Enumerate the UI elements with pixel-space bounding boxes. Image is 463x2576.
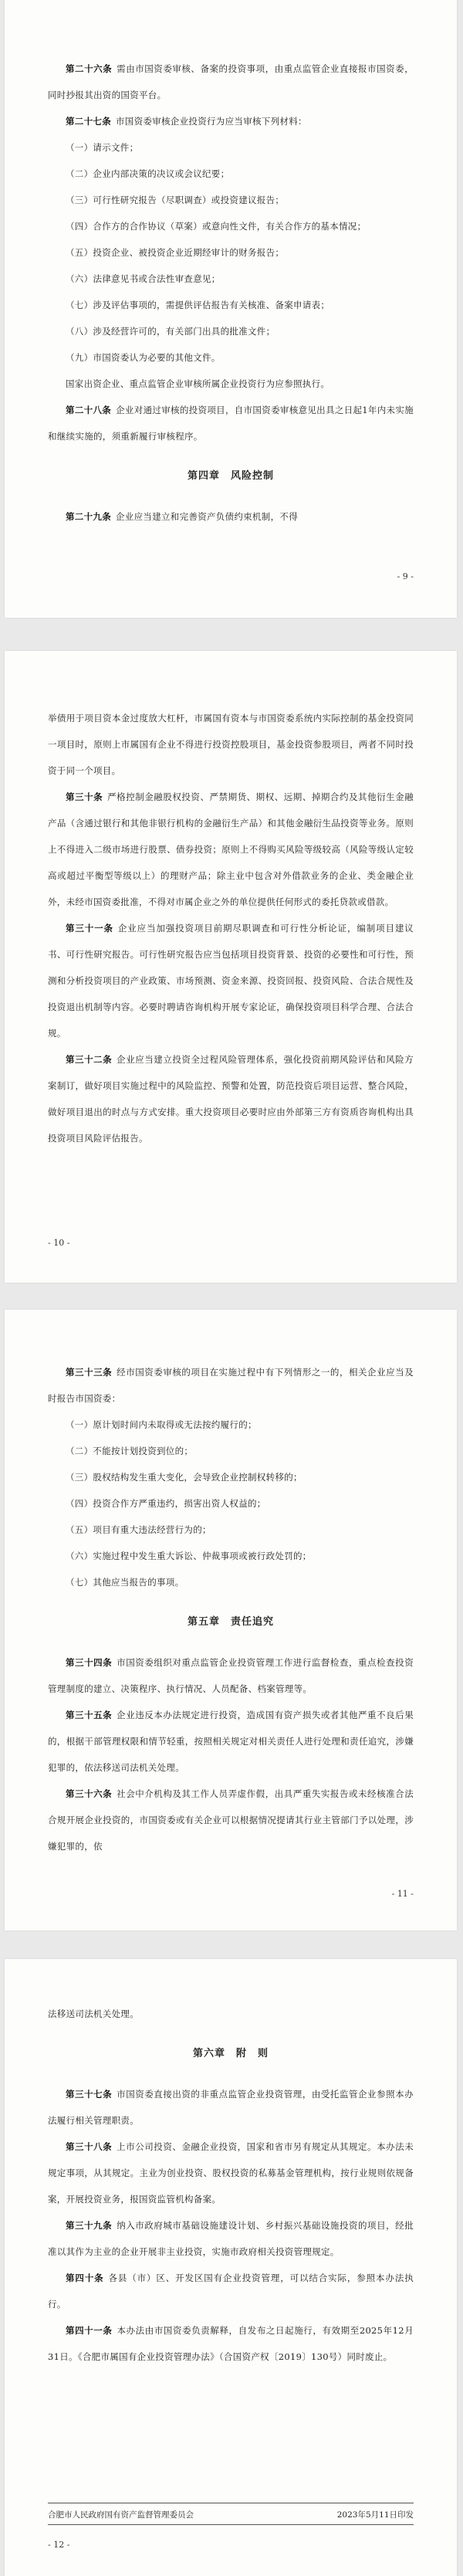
body-paragraph [48, 705, 414, 784]
list-item [48, 292, 414, 318]
article-number: 第三十七条 [66, 2089, 113, 2100]
article-paragraph [48, 56, 414, 108]
list-item [48, 318, 414, 344]
article-text: 各县（市）区、开发区国有企业投资管理，可以结合实际，参照本办法执行。 [48, 2273, 414, 2310]
paragraph-text: 举债用于项目资本金过度放大杠杆，市属国有资本与市国资委系统内实际控制的基金投资同一项目时，原则上市属国有企业不得进行投资控股项目，基金投资参股项目，两者不同时投资于同一个项目。 [48, 713, 414, 776]
article-number: 第二十九条 [66, 511, 111, 522]
article-text: 经市国资委审核的项目在实施过程中有下列情形之一的，相关企业应当及时报告市国资委： [48, 1367, 414, 1404]
article-number: 第四十一条 [66, 2325, 113, 2336]
article-number: 第三十九条 [66, 2220, 113, 2231]
article-text: 市国资委组织对重点监管企业投资管理工作进行监督检查，重点检查投资管理制度的建立、决策程序、执行情况、人员配备、档案管理等。 [48, 1657, 414, 1694]
article-paragraph [48, 2212, 414, 2265]
article-paragraph [48, 2081, 414, 2134]
list-item-text: （三）可行性研究报告（尽职调查）或投资建议报告； [66, 195, 285, 205]
document-page-9 [5, 0, 457, 618]
article-number: 第二十八条 [66, 405, 112, 415]
article-text: 市国资委审核企业投资行为应当审核下列材料： [116, 116, 307, 127]
article-text: 企业应当建立和完善资产负债约束机制，不得 [116, 511, 298, 522]
page-body [48, 0, 414, 530]
document-page-11 [5, 1310, 457, 1930]
document-page-10 [5, 651, 457, 1283]
document-page-12 [5, 1959, 457, 2576]
paragraph-text: 法移送司法机关处理。 [48, 2008, 139, 2019]
list-item [48, 187, 414, 213]
article-number: 第二十七条 [66, 116, 111, 127]
list-item-text: （一）请示文件； [66, 142, 139, 153]
list-item [48, 213, 414, 239]
article-number: 第三十二条 [66, 1054, 113, 1065]
footer-rule-bottom [48, 2524, 414, 2525]
list-item-text: （七）其他应当报告的事项。 [66, 1577, 184, 1588]
paragraph-text: 国家出资企业、重点监管企业审核所属企业投资行为应参照执行。 [66, 378, 330, 389]
article-paragraph [48, 1046, 414, 1151]
article-number: 第三十条 [66, 791, 103, 802]
article-text: 企业应当加强投资项目前期尽职调查和可行性分析论证，编制项目建议书、可行性研究报告。可行性研究报告应当包括项目投资背景、投资的必要性和可行性，预测和分析投资项目的产业政策、市场预测、资金来源、投资回报、投资风险、合法合规性及投资退出机制等内容。必要时聘请咨询机构开展专家论证，确保投资项目科学合理、合法合规。 [48, 923, 414, 1039]
article-number: 第三十六条 [66, 1788, 113, 1799]
article-number: 第二十六条 [66, 63, 113, 74]
page-number: - 11 - [391, 1889, 414, 1899]
imprint-footer [48, 2509, 414, 2520]
list-item-text: （一）原计划时间内未取得或无法按约履行的； [66, 1419, 257, 1430]
list-item [48, 344, 414, 371]
article-number: 第四十条 [66, 2273, 104, 2283]
article-text: 纳入市政府城市基础设施建设计划、乡村振兴基础设施投资的项目，经批准以其作为主业的企业开展非主业投资，实施市政府相关投资管理规定。 [48, 2220, 414, 2257]
article-paragraph [48, 108, 414, 134]
page-number: - 10 - [48, 1238, 70, 1248]
list-item [48, 134, 414, 161]
page-number: - 9 - [397, 571, 414, 581]
page-body [48, 1310, 414, 1859]
issuer-name: 合肥市人民政府国有资产监督管理委员会 [48, 2510, 194, 2520]
article-paragraph [48, 1649, 414, 1702]
list-item [48, 239, 414, 266]
list-item [48, 1412, 414, 1438]
list-item [48, 266, 414, 292]
article-paragraph [48, 2317, 414, 2370]
chapter-heading: 第四章 风险控制 [187, 470, 274, 482]
list-item-text: （三）股权结构发生重大变化，会导致企业控制权转移的； [66, 1472, 302, 1483]
article-text: 企业违反本办法规定进行投资，造成国有资产损失或者其他严重不良后果的，根据干部管理权限和情节轻重，按照相关规定对相关责任人进行处理和责任追究，涉嫌犯罪的，依法移送司法机关处理。 [48, 1710, 414, 1773]
list-item-text: （九）市国资委认为必要的其他文件。 [66, 352, 221, 363]
issue-date: 2023年5月11日印发 [336, 2510, 414, 2520]
list-item-text: （七）涉及评估事项的，需提供评估报告有关核准、备案申请表； [66, 300, 330, 310]
article-number: 第三十三条 [66, 1367, 113, 1378]
body-paragraph [48, 371, 414, 397]
article-paragraph [48, 397, 414, 449]
list-item [48, 1517, 414, 1543]
list-item [48, 161, 414, 187]
article-paragraph [48, 1702, 414, 1781]
list-item-text: （四）投资合作方严重违约，损害出资人权益的； [66, 1498, 266, 1509]
list-item-text: （六）法律意见书或合法性审查意见； [66, 273, 221, 284]
article-text: 市国资委直接出资的非重点监管企业投资管理，由受托监管企业参照本办法履行相关管理职责。 [48, 2089, 414, 2126]
list-item-text: （五）项目有重大违法经营行为的； [66, 1524, 211, 1535]
article-number: 第三十八条 [66, 2141, 113, 2152]
page-number: - 12 - [48, 2540, 70, 2550]
list-item [48, 1543, 414, 1569]
chapter-heading: 第六章 附 则 [192, 2048, 269, 2059]
list-item [48, 1569, 414, 1595]
page-body [48, 1959, 414, 2370]
article-paragraph [48, 1781, 414, 1859]
list-item [48, 1438, 414, 1464]
list-item-text: （四）合作方的合作协议（草案）或意向性文件，有关合作方的基本情况； [66, 221, 367, 232]
list-item-text: （五）投资企业、被投资企业近期经审计的财务报告； [66, 247, 285, 258]
article-text: 上市公司投资、金融企业投资，国家和省市另有规定从其规定。本办法未规定事项，从其规定。主业为创业投资、股权投资的私募基金管理机构，按行业规则依规备案，开展投资业务，报国资监管机构备案。 [48, 2141, 414, 2205]
article-paragraph [48, 503, 414, 530]
article-number: 第三十四条 [66, 1657, 113, 1668]
list-item [48, 1464, 414, 1490]
body-paragraph [48, 2001, 414, 2027]
article-text: 企业对通过审核的投资项目，自市国资委审核意见出具之日起1年内未实施和继续实施的，须重新履行审核程序。 [48, 405, 414, 442]
article-number: 第三十五条 [66, 1710, 113, 1720]
article-text: 企业应当建立投资全过程风险管理体系，强化投资前期风险评估和风险方案制订，做好项目实施过程中的风险监控、预警和处置，防范投资后项目运营、整合风险，做好项目退出的时点与方式安排。重大投资项目必要时应由外部第三方有资质咨询机构出具投资项目风险评估报告。 [48, 1054, 414, 1144]
list-item-text: （六）实施过程中发生重大诉讼、仲裁事项或被行政处罚的； [66, 1551, 312, 1561]
article-number: 第三十一条 [66, 923, 113, 934]
article-text: 本办法由市国资委负责解释，自发布之日起施行，有效期至2025年12月31日。《合肥市属国有企业投资管理办法》（合国资产权〔2019〕130号）同时废止。 [48, 2325, 414, 2362]
list-item-text: （二）企业内部决策的决议或会议纪要； [66, 168, 230, 179]
article-paragraph [48, 2134, 414, 2212]
article-paragraph [48, 1359, 414, 1412]
page-body [48, 651, 414, 1151]
article-text: 社会中介机构及其工作人员弄虚作假，出具严重失实报告或未经核准合法合规开展企业投资的，市国资委或有关企业可以根据情况提请其行业主管部门予以处理，涉嫌犯罪的，依 [48, 1788, 414, 1852]
list-item-text: （八）涉及经营许可的，有关部门出具的批准文件； [66, 326, 275, 337]
article-paragraph [48, 915, 414, 1046]
article-paragraph [48, 784, 414, 915]
article-text: 需由市国资委审核、备案的投资事项，由重点监管企业直接报市国资委，同时抄报其出资的国资平台。 [48, 63, 414, 100]
list-item-text: （二）不能按计划投资到位的； [66, 1446, 194, 1456]
list-item [48, 1490, 414, 1517]
article-paragraph [48, 2265, 414, 2317]
chapter-heading: 第五章 责任追究 [187, 1616, 274, 1628]
article-text: 严格控制金融股权投资、严禁期货、期权、远期、掉期合约及其他衍生金融产品（含通过银行和其他非银行机构的金融衍生产品）和其他金融衍生品投资等业务。原则上不得进入二级市场进行股票、债券投资；原则上不得购买风险等级较高（风险等级认定较高或超过平衡型等级以上）的理财产品；除主业中包含对外借款业务的企业、类金融企业外，未经市国资委批准，不得对市属企业之外的单位提供任何形式的委托贷款或借款。 [48, 791, 414, 907]
